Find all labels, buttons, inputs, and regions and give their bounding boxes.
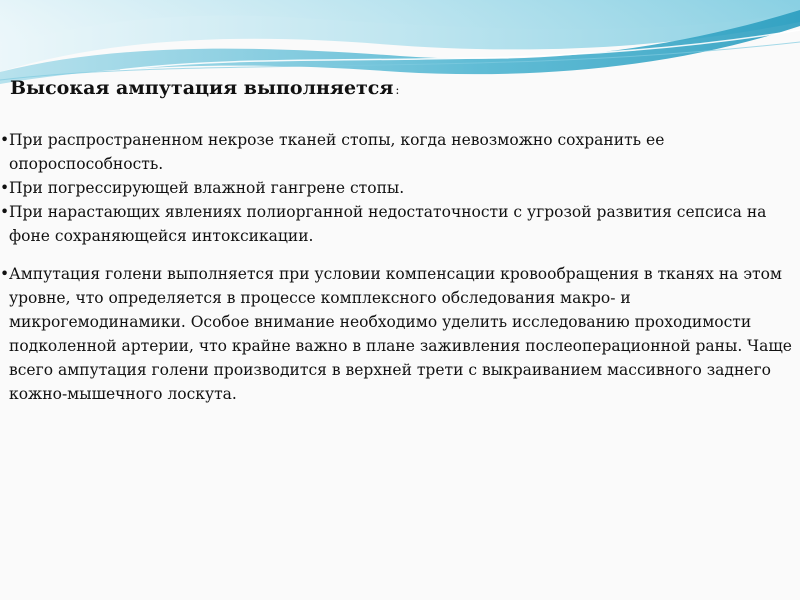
- bullet-item: [0, 128, 792, 176]
- title-text: Высокая ампутация выполняется: [10, 77, 394, 99]
- bullet-text: Ампутация голени выполняется при условии компенсации кровообращения в тканях на этом уровне, что определяется в процессе комплексного обследования макро- и микрогемодинамики. Особое внимание необходимо уделить исследованию проходимости подколенной артерии, что крайне важно в плане заживления послеоперационной раны. Чаще всего ампутация голени производится в верхней трети с выкраиванием массивного заднего кожно-мышечного лоскута.: [9, 265, 792, 403]
- bullet-marker: •: [0, 203, 10, 221]
- slide-title: [10, 77, 399, 99]
- bullet-text: При погрессирующей влажной гангрене стопы.: [9, 179, 405, 197]
- bullet-marker: •: [0, 131, 10, 149]
- bullet-item: [0, 200, 792, 248]
- bullet-marker: •: [0, 265, 10, 283]
- title-colon: :: [395, 83, 400, 97]
- bullet-item: [0, 176, 792, 200]
- slide-body: [0, 128, 792, 406]
- bullet-marker: •: [0, 179, 10, 197]
- bullet-text: При нарастающих явлениях полиорганной недостаточности с угрозой развития сепсиса на фоне сохраняющейся интоксикации.: [9, 203, 767, 245]
- bullet-item: [0, 262, 792, 406]
- bullet-text: При распространенном некрозе тканей стопы, когда невозможно сохранить ее опороспособность.: [9, 131, 665, 173]
